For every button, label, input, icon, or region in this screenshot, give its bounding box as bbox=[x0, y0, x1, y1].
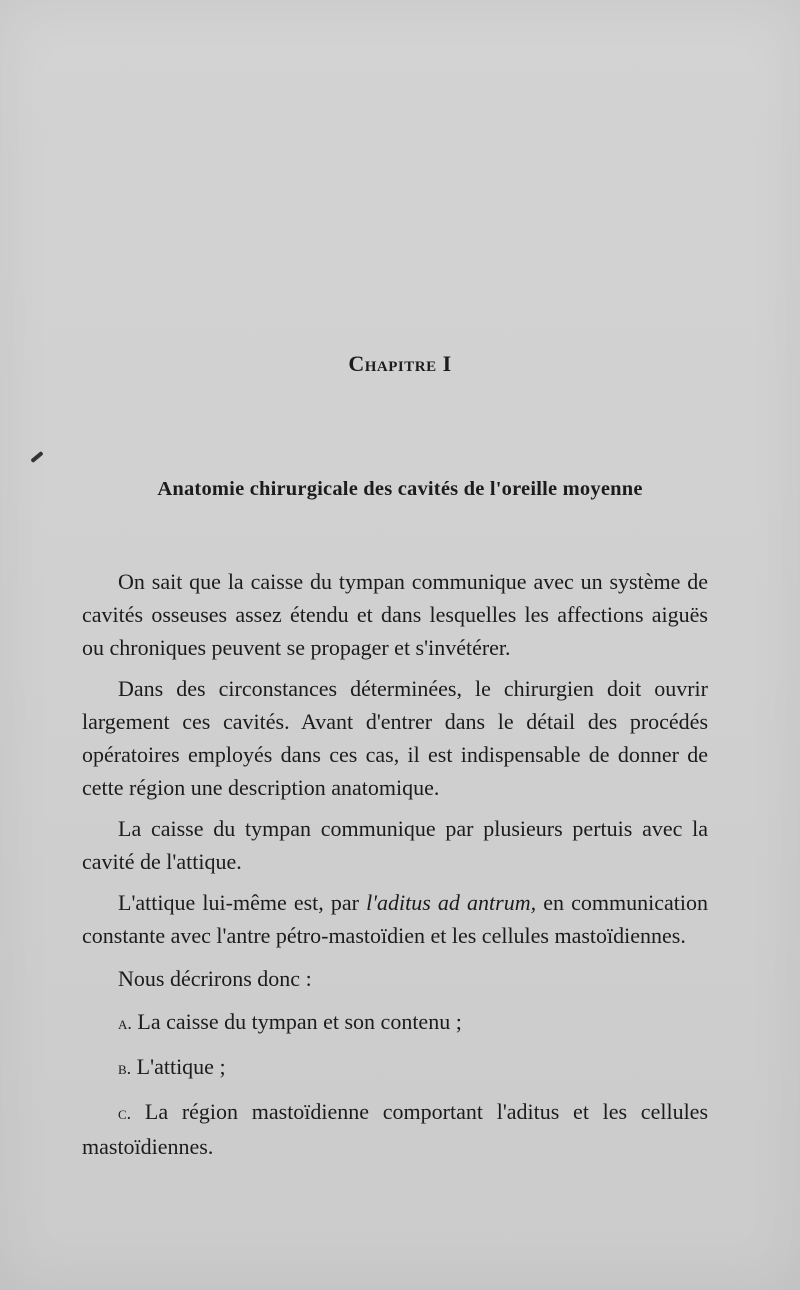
list-item-c bbox=[82, 1095, 708, 1163]
paragraph-4 bbox=[82, 886, 708, 952]
paragraph-4-after: en communication constante avec l'antre pétro-mastoïdien et les cellules mastoïdiennes. bbox=[82, 890, 709, 948]
list-marker-a: a. bbox=[118, 1013, 132, 1033]
list-text-b: L'attique ; bbox=[136, 1054, 226, 1079]
list-marker-c: c. bbox=[118, 1103, 132, 1123]
list-text-c: La région mastoïdienne comportant l'aditus et les cellules mastoïdiennes. bbox=[82, 1099, 709, 1159]
chapter-heading: Chapitre I bbox=[348, 351, 452, 376]
paragraph-4-before: L'attique lui-même est, par bbox=[118, 890, 367, 915]
chapter-title: Anatomie chirurgicale des cavités de l'oreille moyenne bbox=[157, 478, 643, 500]
paragraph-4-italic: l'aditus ad antrum, bbox=[366, 890, 537, 915]
list-marker-b: b. bbox=[118, 1058, 132, 1078]
list-item-a bbox=[82, 1005, 708, 1040]
body-text bbox=[82, 565, 708, 1163]
ink-speck bbox=[30, 451, 43, 463]
paragraph-3: La caisse du tympan communique par plusieurs pertuis avec la cavité de l'attique. bbox=[82, 816, 708, 874]
paragraph-1: On sait que la caisse du tympan communique avec un système de cavités osseuses assez étendu et dans lesquelles les affections aiguës ou chroniques peuvent se propager et s'invétérer. bbox=[82, 569, 708, 660]
paragraph-2: Dans des circonstances déterminées, le chirurgien doit ouvrir largement ces cavités. Avant d'entrer dans le détail des procédés opératoires employés dans ces cas, il est indispensable de donner de cette région une description anatomique. bbox=[82, 676, 708, 800]
list-item-b bbox=[82, 1050, 708, 1085]
list-text-a: La caisse du tympan et son contenu ; bbox=[137, 1009, 462, 1034]
list-intro: Nous décrirons donc : bbox=[118, 966, 312, 991]
